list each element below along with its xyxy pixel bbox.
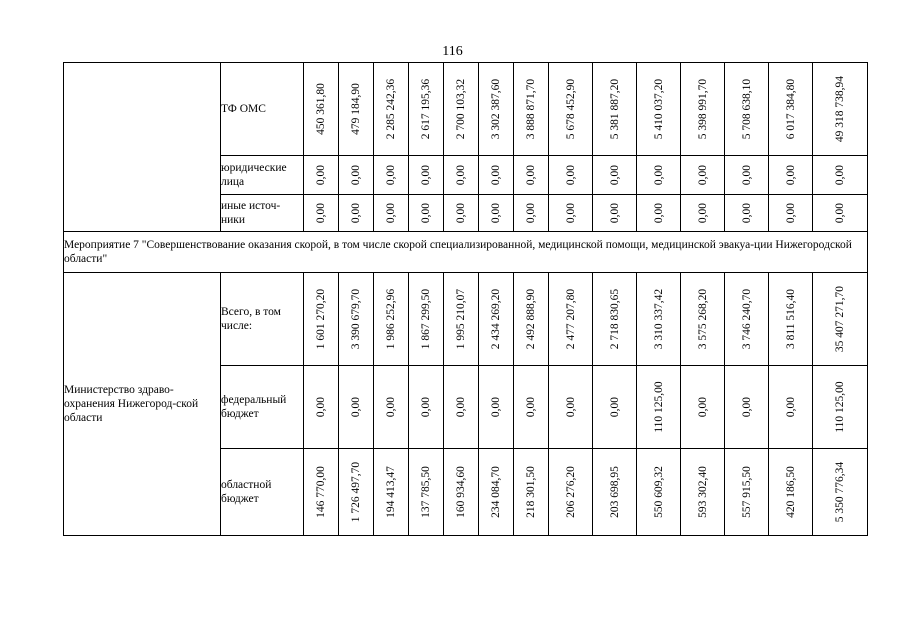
amount-value: 203 698,95 xyxy=(608,466,621,518)
amount-cell xyxy=(374,366,409,449)
amount-cell xyxy=(444,449,479,536)
amount-cell xyxy=(479,273,514,366)
amount-value: 2 477 207,80 xyxy=(564,288,577,350)
amount-value: 0,00 xyxy=(490,202,502,224)
amount-cell xyxy=(769,63,813,156)
amount-value: 0,00 xyxy=(784,164,797,186)
amount-value: 420 186,50 xyxy=(784,466,797,518)
amount-cell xyxy=(593,273,637,366)
amount-value: 218 301,50 xyxy=(525,466,537,518)
amount-cell xyxy=(549,63,593,156)
amount-value: 0,00 xyxy=(564,202,577,224)
amount-cell xyxy=(681,449,725,536)
amount-cell xyxy=(549,366,593,449)
amount-value: 0,00 xyxy=(350,164,362,186)
amount-value: 146 770,00 xyxy=(315,466,327,518)
amount-value: 206 276,20 xyxy=(564,466,577,518)
amount-value: 0,00 xyxy=(834,202,846,224)
amount-cell xyxy=(637,195,681,232)
amount-cell xyxy=(514,63,549,156)
amount-value: 1 986 252,96 xyxy=(385,288,397,350)
amount-cell xyxy=(637,273,681,366)
amount-cell xyxy=(374,156,409,195)
amount-value: 0,00 xyxy=(385,396,397,418)
amount-cell xyxy=(409,63,444,156)
amount-cell xyxy=(304,366,339,449)
amount-value: 0,00 xyxy=(525,396,537,418)
amount-cell xyxy=(339,449,374,536)
amount-cell xyxy=(813,366,868,449)
amount-value: 0,00 xyxy=(490,396,502,418)
amount-cell xyxy=(409,366,444,449)
amount-value: 0,00 xyxy=(420,396,432,418)
source-label: Всего, в том числе: xyxy=(221,273,304,366)
amount-cell xyxy=(514,449,549,536)
amount-cell xyxy=(479,195,514,232)
amount-cell xyxy=(514,195,549,232)
amount-value: 5 381 887,20 xyxy=(608,78,621,140)
event-title: Мероприятие 7 "Совершенствование оказания скорой, в том числе скорой специализированной, медицинской помощи, медицинской эвакуа-ции Нижегородской области" xyxy=(64,232,868,273)
amount-value: 0,00 xyxy=(315,202,327,224)
amount-value: 5 350 776,34 xyxy=(834,461,846,523)
amount-value: 479 184,90 xyxy=(350,83,362,135)
amount-value: 0,00 xyxy=(740,396,753,418)
source-label: иные источ-ники xyxy=(221,195,304,232)
amount-cell xyxy=(813,273,868,366)
amount-value: 5 678 452,90 xyxy=(564,78,577,140)
amount-value: 0,00 xyxy=(525,164,537,186)
amount-value: 0,00 xyxy=(455,164,467,186)
amount-value: 3 390 679,70 xyxy=(350,288,362,350)
amount-value: 3 310 337,42 xyxy=(652,288,665,350)
amount-value: 0,00 xyxy=(315,396,327,418)
amount-value: 0,00 xyxy=(696,164,709,186)
amount-value: 137 785,50 xyxy=(420,466,432,518)
table-row xyxy=(64,273,868,366)
amount-value: 593 302,40 xyxy=(696,466,709,518)
amount-value: 550 609,32 xyxy=(652,466,665,518)
amount-value: 0,00 xyxy=(564,164,577,186)
amount-cell xyxy=(374,63,409,156)
amount-value: 194 413,47 xyxy=(385,466,397,518)
amount-value: 3 888 871,70 xyxy=(525,78,537,140)
amount-value: 3 811 516,40 xyxy=(784,289,797,349)
amount-value: 0,00 xyxy=(315,164,327,186)
source-label: ТФ ОМС xyxy=(221,63,304,156)
amount-cell xyxy=(304,449,339,536)
amount-value: 0,00 xyxy=(564,396,577,418)
amount-cell xyxy=(444,63,479,156)
amount-value: 0,00 xyxy=(784,202,797,224)
amount-value: 0,00 xyxy=(455,396,467,418)
amount-cell xyxy=(479,366,514,449)
amount-cell xyxy=(444,156,479,195)
amount-cell xyxy=(593,366,637,449)
amount-value: 0,00 xyxy=(608,202,621,224)
amount-cell xyxy=(813,449,868,536)
amount-cell xyxy=(593,63,637,156)
amount-value: 0,00 xyxy=(740,164,753,186)
amount-value: 0,00 xyxy=(385,202,397,224)
amount-cell xyxy=(681,63,725,156)
amount-cell xyxy=(681,195,725,232)
amount-value: 0,00 xyxy=(420,202,432,224)
amount-cell xyxy=(549,195,593,232)
amount-cell xyxy=(304,63,339,156)
amount-cell xyxy=(593,449,637,536)
amount-cell xyxy=(725,195,769,232)
amount-value: 0,00 xyxy=(350,396,362,418)
amount-cell xyxy=(479,156,514,195)
amount-value: 2 700 103,32 xyxy=(455,78,467,140)
amount-value: 6 017 384,80 xyxy=(784,78,797,140)
amount-cell xyxy=(339,195,374,232)
amount-cell xyxy=(374,195,409,232)
amount-cell xyxy=(514,366,549,449)
amount-cell xyxy=(549,156,593,195)
amount-cell xyxy=(725,449,769,536)
amount-cell xyxy=(637,366,681,449)
amount-value: 3 302 387,60 xyxy=(490,78,502,140)
amount-value: 2 434 269,20 xyxy=(490,288,502,350)
amount-value: 5 398 991,70 xyxy=(696,78,709,140)
amount-value: 160 934,60 xyxy=(455,466,467,518)
source-label: областной бюджет xyxy=(221,449,304,536)
amount-value: 110 125,00 xyxy=(652,381,665,433)
amount-value: 0,00 xyxy=(652,164,665,186)
amount-value: 0,00 xyxy=(455,202,467,224)
amount-value: 450 361,80 xyxy=(315,83,327,135)
amount-value: 0,00 xyxy=(608,164,621,186)
amount-value: 0,00 xyxy=(834,164,846,186)
source-label: юридические лица xyxy=(221,156,304,195)
table-row xyxy=(64,63,868,156)
source-label: федеральный бюджет xyxy=(221,366,304,449)
amount-cell xyxy=(409,156,444,195)
amount-cell xyxy=(409,195,444,232)
amount-cell xyxy=(304,273,339,366)
amount-value: 0,00 xyxy=(490,164,502,186)
amount-value: 0,00 xyxy=(608,396,621,418)
amount-cell xyxy=(409,449,444,536)
amount-cell xyxy=(514,156,549,195)
amount-value: 1 995 210,07 xyxy=(455,288,467,350)
org-cell-empty xyxy=(64,63,221,232)
amount-value: 0,00 xyxy=(784,396,797,418)
amount-value: 2 285 242,36 xyxy=(385,78,397,140)
amount-cell xyxy=(813,156,868,195)
amount-value: 0,00 xyxy=(652,202,665,224)
amount-cell xyxy=(769,273,813,366)
amount-value: 5 410 037,20 xyxy=(652,78,665,140)
amount-value: 49 318 738,94 xyxy=(834,75,846,143)
amount-cell xyxy=(769,195,813,232)
amount-cell xyxy=(725,156,769,195)
amount-cell xyxy=(339,156,374,195)
amount-cell xyxy=(444,366,479,449)
amount-value: 2 492 888,90 xyxy=(525,288,537,350)
amount-cell xyxy=(813,63,868,156)
amount-value: 3 575 268,20 xyxy=(696,288,709,350)
amount-cell xyxy=(769,156,813,195)
amount-value: 2 617 195,36 xyxy=(420,78,432,140)
amount-value: 1 726 497,70 xyxy=(350,461,362,523)
amount-value: 5 708 638,10 xyxy=(740,78,753,140)
page-number: 116 xyxy=(442,44,463,59)
amount-cell xyxy=(637,156,681,195)
amount-value: 3 746 240,70 xyxy=(740,288,753,350)
amount-value: 0,00 xyxy=(696,396,709,418)
amount-cell xyxy=(409,273,444,366)
amount-cell xyxy=(304,156,339,195)
organization-name: Министерство здраво-охранения Нижегород-ской области xyxy=(64,273,221,536)
amount-value: 110 125,00 xyxy=(834,381,846,433)
amount-cell xyxy=(339,273,374,366)
amount-value: 557 915,50 xyxy=(740,466,753,518)
amount-cell xyxy=(725,63,769,156)
amount-cell xyxy=(769,366,813,449)
amount-cell xyxy=(681,366,725,449)
amount-cell xyxy=(549,449,593,536)
amount-value: 0,00 xyxy=(385,164,397,186)
amount-cell xyxy=(725,366,769,449)
amount-value: 234 084,70 xyxy=(490,466,502,518)
amount-value: 1 867 299,50 xyxy=(420,288,432,350)
amount-value: 0,00 xyxy=(740,202,753,224)
amount-cell xyxy=(637,63,681,156)
amount-cell xyxy=(479,449,514,536)
amount-cell xyxy=(681,156,725,195)
amount-cell xyxy=(304,195,339,232)
amount-cell xyxy=(813,195,868,232)
amount-cell xyxy=(681,273,725,366)
amount-cell xyxy=(593,195,637,232)
budget-table xyxy=(63,62,868,536)
amount-cell xyxy=(479,63,514,156)
amount-cell xyxy=(339,366,374,449)
amount-value: 2 718 830,65 xyxy=(608,288,621,350)
amount-cell xyxy=(769,449,813,536)
amount-value: 0,00 xyxy=(350,202,362,224)
amount-cell xyxy=(593,156,637,195)
amount-cell xyxy=(637,449,681,536)
amount-cell xyxy=(339,63,374,156)
amount-cell xyxy=(549,273,593,366)
amount-value: 0,00 xyxy=(525,202,537,224)
amount-cell xyxy=(374,449,409,536)
amount-cell xyxy=(444,195,479,232)
amount-value: 0,00 xyxy=(696,202,709,224)
amount-value: 0,00 xyxy=(420,164,432,186)
amount-cell xyxy=(374,273,409,366)
event-row xyxy=(64,232,868,273)
amount-value: 35 407 271,70 xyxy=(834,285,846,353)
amount-cell xyxy=(444,273,479,366)
amount-cell xyxy=(725,273,769,366)
amount-value: 1 601 270,20 xyxy=(315,288,327,350)
amount-cell xyxy=(514,273,549,366)
